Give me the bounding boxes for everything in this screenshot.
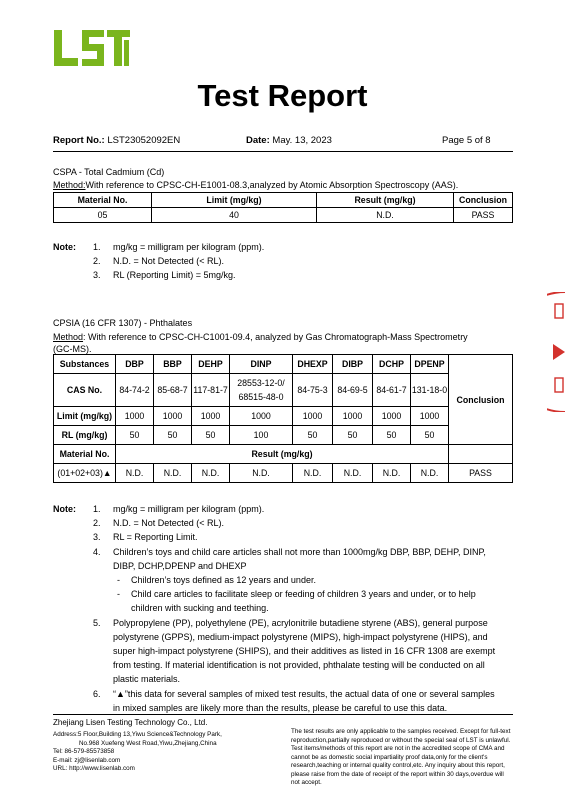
- seal-stamp-icon: [547, 292, 565, 412]
- cpsia-table: [53, 354, 513, 483]
- header-divider: [53, 151, 513, 152]
- page-number: Page 5 of 8: [442, 135, 491, 146]
- cpsia-title: CPSIA (16 CFR 1307) - Phthalates: [53, 318, 193, 328]
- report-title: Test Report: [197, 78, 368, 113]
- footer-disclaimer: The test results are only applicable to the samples received. Except for full-text reproduction,partially reproduced or without the special seal of LST is unlawful. Test items/methods of this report are not in the accredited scope of CMA and cannot be as domestic social impartiality proof data,only for the client's research,teaching or internal quality control,etc. Any inquiry about this report, please raise from the date of receipt of the report within 30 days,overdue will not accept.: [291, 728, 511, 786]
- cspa-notes: Note: 1. mg/kg = milligram per kilogram (ppm). 2. N.D. = Not Detected (< RL). 3. RL (Reporting Limit) = 5mg/kg.: [53, 242, 265, 281]
- col-conclusion: Conclusion: [454, 193, 513, 208]
- table-row: 05 40 N.D. PASS: [54, 208, 513, 223]
- substances-row: Substances DBP BBP DEHP DINP DHEXP DIBP DCHP DPENP Conclusion: [54, 355, 513, 374]
- material-header-row: Material No. Result (mg/kg): [54, 445, 513, 464]
- col-limit: Limit (mg/kg): [152, 193, 317, 208]
- footer-company: Zhejiang Lisen Testing Technology Co., Ltd.: [53, 718, 208, 727]
- footer-contact: Address:5 Floor,Building 13,Yiwu Science&Technology Park, No.968 Xuefeng West Road,Yiwu,Zhejiang,China Tel: 86-579-85573858 E-mail: zj@lisenlab.com URL: http://www.lisenlab.com: [53, 731, 222, 772]
- cas-row: CAS No. 84-74-2 85-68-7 117-81-7 28553-12-0/ 68515-48-0 84-75-3 84-69-5 84-61-7 131-18-0: [54, 374, 513, 407]
- cspa-title: CSPA - Total Cadmium (Cd): [53, 167, 165, 177]
- cspa-method: Method:With reference to CPSC-CH-E1001-08.3,analyzed by Atomic Absorption Spectroscopy (AAS).: [53, 180, 459, 190]
- table-row: (01+02+03)▲ N.D. N.D. N.D. N.D. N.D. N.D. N.D. N.D. PASS: [54, 464, 513, 483]
- report-date: Date: May. 13, 2023: [246, 135, 332, 146]
- cspa-table: [53, 192, 513, 223]
- lst-logo: [52, 28, 132, 68]
- cpsia-method: Method: With reference to CPSC-CH-C1001-09.4, analyzed by Gas Chromatograph-Mass Spectrometry: [53, 332, 468, 342]
- cpsia-notes: Note: 1. mg/kg = milligram per kilogram (ppm). 2. N.D. = Not Detected (< RL). 3. RL = Reporting Limit. 4. Children’s toys and child care articles shall not more than 1000mg/kg DBP, BBP, DEHP, DINP, DIBP, DCHP,DPENP and DHEXP - Children’s toys defined as 12 years and under. - Child care articles to facilitate sleep or feeding of children 3 years and under, or to help children with sucking and teething. 5. Polypropylene (PP), polyethylene (PE), acrylonitrile butadiene styrene (ABS), general purpose polystyrene (GPPS), medium-impact polystyrene (MIPS), high-impact polystyrene (HIPS), and super high-impact polystyrene (SHIPS), and their additives as listed in 16 CFR 1308 are exempt from testing. If material identification is not provided, phthalate testing will be conducted on all plastic materials. 6. “▲”this data for several samples of mixed test results, the actual data of one or several samples in mixed samples are likely more than the results, please be careful to use this data.: [53, 504, 496, 713]
- col-material: Material No.: [54, 193, 152, 208]
- report-number: Report No.: LST23052092EN: [53, 135, 181, 146]
- limit-row: Limit (mg/kg) 1000 1000 1000 1000 1000 1000 1000 1000: [54, 407, 513, 426]
- footer-divider: [53, 714, 513, 715]
- cpsia-method-cont: (GC-MS).: [53, 344, 92, 354]
- rl-row: RL (mg/kg) 50 50 50 100 50 50 50 50: [54, 426, 513, 445]
- col-result: Result (mg/kg): [317, 193, 454, 208]
- conclusion-header: Conclusion: [449, 355, 513, 445]
